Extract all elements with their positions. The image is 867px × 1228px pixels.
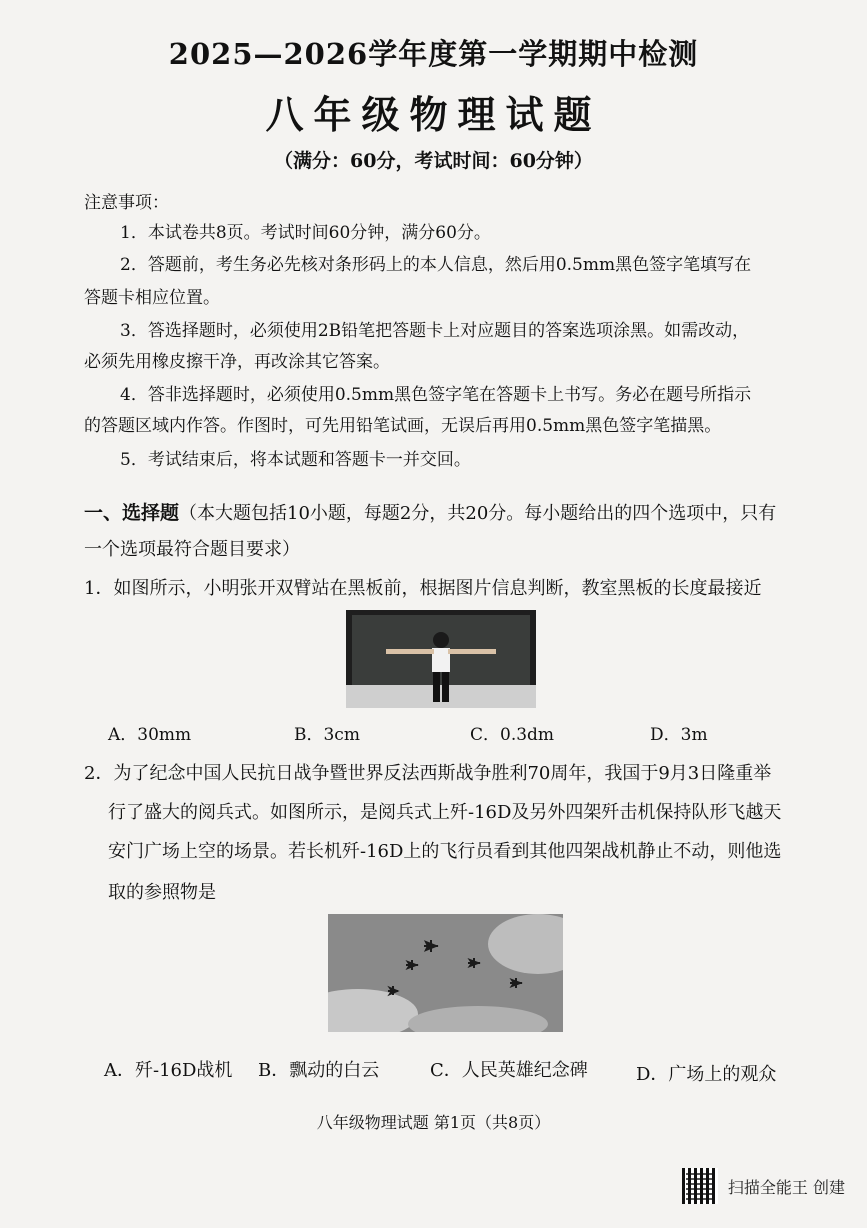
exam-score-time: （满分：60分，考试时间：60分钟） — [274, 150, 593, 172]
q2-option-d: D．广场上的观众 — [636, 1064, 777, 1085]
q2-option-b: B．飘动的白云 — [258, 1060, 380, 1081]
notes-heading: 注意事项： — [84, 193, 169, 213]
fighter-formation-photo — [328, 914, 563, 1032]
section-1-desc: （本大题包括10小题，每题2分，共20分。每小题给出的四个选项中，只有 — [179, 503, 777, 524]
question-2-stem-3: 安门广场上空的场景。若长机歼-16D上的飞行员看到其他四架战机静止不动，则他选 — [108, 841, 782, 862]
qr-code-icon — [682, 1168, 718, 1204]
q2-option-c: C．人民英雄纪念碑 — [430, 1060, 588, 1081]
note-item-5: 5．考试结束后，将本试题和答题卡一并交回。 — [120, 450, 471, 470]
blackboard-photo-drawing — [346, 610, 536, 708]
exam-subject-title: 八年级物理试题 — [265, 92, 602, 137]
note-item-2: 2．答题前，考生务必先核对条形码上的本人信息，然后用0.5mm黑色签字笔填写在 — [120, 255, 752, 275]
q1-option-a: A．30mm — [108, 725, 192, 745]
fighter-formation-drawing — [328, 914, 563, 1032]
scanner-watermark-text: 扫描全能王 创建 — [727, 1177, 845, 1197]
section-1-title: 一、选择题 — [84, 502, 180, 524]
section-1-desc-cont: 一个选项最符合题目要求） — [84, 539, 300, 560]
note-item-3-cont: 必须先用橡皮擦干净，再改涂其它答案。 — [84, 352, 390, 372]
question-2-stem-4: 取的参照物是 — [108, 882, 216, 903]
note-item-4-cont: 的答题区域内作答。作图时，可先用铅笔试画，无误后再用0.5mm黑色签字笔描黑。 — [84, 416, 722, 436]
question-2-stem-1: 2．为了纪念中国人民抗日战争暨世界反法西斯战争胜利70周年，我国于9月3日隆重举 — [84, 763, 772, 784]
note-item-1: 1．本试卷共8页。考试时间60分钟，满分60分。 — [120, 223, 491, 243]
question-2-stem-2: 行了盛大的阅兵式。如图所示，是阅兵式上歼-16D及另外四架歼击机保持队形飞越天 — [108, 802, 782, 823]
exam-term-title: 2025—2026学年度第一学期期中检测 — [168, 37, 699, 71]
page-footer: 八年级物理试题 第1页（共8页） — [316, 1113, 551, 1132]
q1-option-b: B．3cm — [294, 725, 360, 745]
section-1-heading — [84, 502, 776, 525]
blackboard-photo — [346, 610, 536, 708]
note-item-4: 4．答非选择题时，必须使用0.5mm黑色签字笔在答题卡上书写。务必在题号所指示 — [120, 385, 752, 405]
note-item-3: 3．答选择题时，必须使用2B铅笔把答题卡上对应题目的答案选项涂黑。如需改动， — [120, 321, 750, 341]
note-item-2-cont: 答题卡相应位置。 — [84, 288, 220, 308]
q1-option-d: D．3m — [650, 725, 708, 745]
q1-option-c: C．0.3dm — [470, 725, 555, 745]
scanner-watermark — [682, 1168, 845, 1204]
question-1-stem: 1．如图所示，小明张开双臂站在黑板前，根据图片信息判断，教室黑板的长度最接近 — [84, 578, 762, 599]
q2-option-a: A．歼-16D战机 — [104, 1060, 233, 1081]
